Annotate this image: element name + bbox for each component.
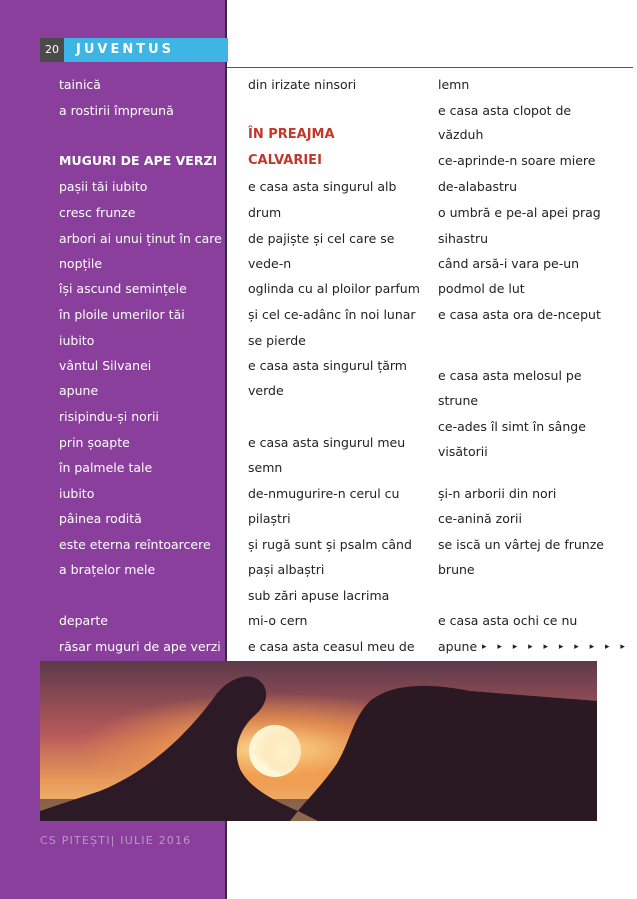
poem-line: din irizate ninsori: [248, 77, 357, 92]
poem-line: visătorii: [438, 444, 488, 459]
poem-line: ce-aprinde-n soare miere: [438, 153, 596, 168]
poem-title: ÎN PREAJMA: [248, 127, 335, 142]
poem-line: e casa asta ochi ce nu: [438, 613, 578, 628]
poem-line: departe: [59, 613, 108, 628]
poem-line: a brațelor mele: [59, 562, 156, 577]
poem-line: nopțile: [59, 256, 103, 271]
poem-line: e casa asta singurul meu: [248, 435, 406, 450]
poem-line: semn: [248, 460, 283, 475]
poem-line: arbori ai unui ținut în care: [59, 231, 222, 246]
poem-line: prin șoapte: [59, 435, 130, 450]
poem-line: drum: [248, 205, 282, 220]
poem-line: podmol de lut: [438, 281, 525, 296]
poem-line: vântul Silvanei: [59, 358, 152, 373]
poem-line: sihastru: [438, 231, 489, 246]
poem-line: iubito: [59, 333, 95, 348]
poem-line: apune: [59, 383, 99, 398]
magazine-title: JUVENTUS: [76, 42, 175, 57]
poem-line: și-n arborii din nori: [438, 486, 557, 501]
poem-line: oglinda cu al ploilor parfum: [248, 281, 420, 296]
poem-line: e casa asta ceasul meu de: [248, 639, 415, 654]
poem-line: apune: [438, 639, 478, 654]
poem-line: când arsă-i vara pe-un: [438, 256, 580, 271]
poem-line: se pierde: [248, 333, 306, 348]
poem-line: în ploile umerilor tăi: [59, 307, 185, 322]
poem-line: de-nmugurire-n cerul cu: [248, 486, 400, 501]
end-markers: ▸ ▸ ▸ ▸ ▸ ▸ ▸ ▸ ▸ ▸: [482, 642, 629, 652]
poem-line: ce-ades îl simt în sânge: [438, 419, 586, 434]
poem-line: se iscă un vârtej de frunze: [438, 537, 604, 552]
heart-hands-sunset-icon: [40, 661, 597, 821]
poem-line: pași albaștri: [248, 562, 325, 577]
poem-line: ce-anină zorii: [438, 511, 522, 526]
poem-line: vede-n: [248, 256, 292, 271]
poem-line: în palmele tale: [59, 460, 153, 475]
poem-line: e casa asta singurul țărm: [248, 358, 407, 373]
poem-line: e casa asta ora de-nceput: [438, 307, 601, 322]
poem-line: e casa asta singurul alb: [248, 179, 397, 194]
poem-line: pașii tăi iubito: [59, 179, 148, 194]
poem-line: este eterna reîntoarcere: [59, 537, 211, 552]
poem-line: și cel ce-adânc în noi lunar: [248, 307, 416, 322]
poem-line: de pajiște și cel care se: [248, 231, 395, 246]
poem-line: pâinea rodită: [59, 511, 142, 526]
poem-line: verde: [248, 383, 284, 398]
poem-line: lemn: [438, 77, 470, 92]
poem-line: iubito: [59, 486, 95, 501]
poem-line: e casa asta melosul pe: [438, 368, 582, 383]
poem-title: CALVARIEI: [248, 153, 322, 168]
poem-line: risipindu-și norii: [59, 409, 159, 424]
poem-line: răsar muguri de ape verzi: [59, 639, 221, 654]
footer-text: CS PITEȘTI| IULIE 2016: [40, 834, 192, 847]
poem-line: își ascund semințele: [59, 281, 187, 296]
poem-line: o umbră e pe-al apei prag: [438, 205, 601, 220]
poem-line: strune: [438, 393, 479, 408]
poem-line: sub zări apuse lacrima: [248, 588, 390, 603]
header-rule: [227, 67, 633, 68]
poem-line: văzduh: [438, 127, 484, 142]
poem-title: MUGURI DE APE VERZI: [59, 153, 218, 168]
poem-line: e casa asta clopot de: [438, 103, 572, 118]
poem-line: a rostirii împreună: [59, 103, 174, 118]
page-number: 20: [40, 38, 64, 62]
poem-line: și rugă sunt și psalm când: [248, 537, 412, 552]
poem-line: tainică: [59, 77, 101, 92]
poem-line: brune: [438, 562, 475, 577]
poem-line: mi-o cern: [248, 613, 308, 628]
poem-line: pilaștri: [248, 511, 291, 526]
poem-line: de-alabastru: [438, 179, 517, 194]
poem-line: cresc frunze: [59, 205, 136, 220]
